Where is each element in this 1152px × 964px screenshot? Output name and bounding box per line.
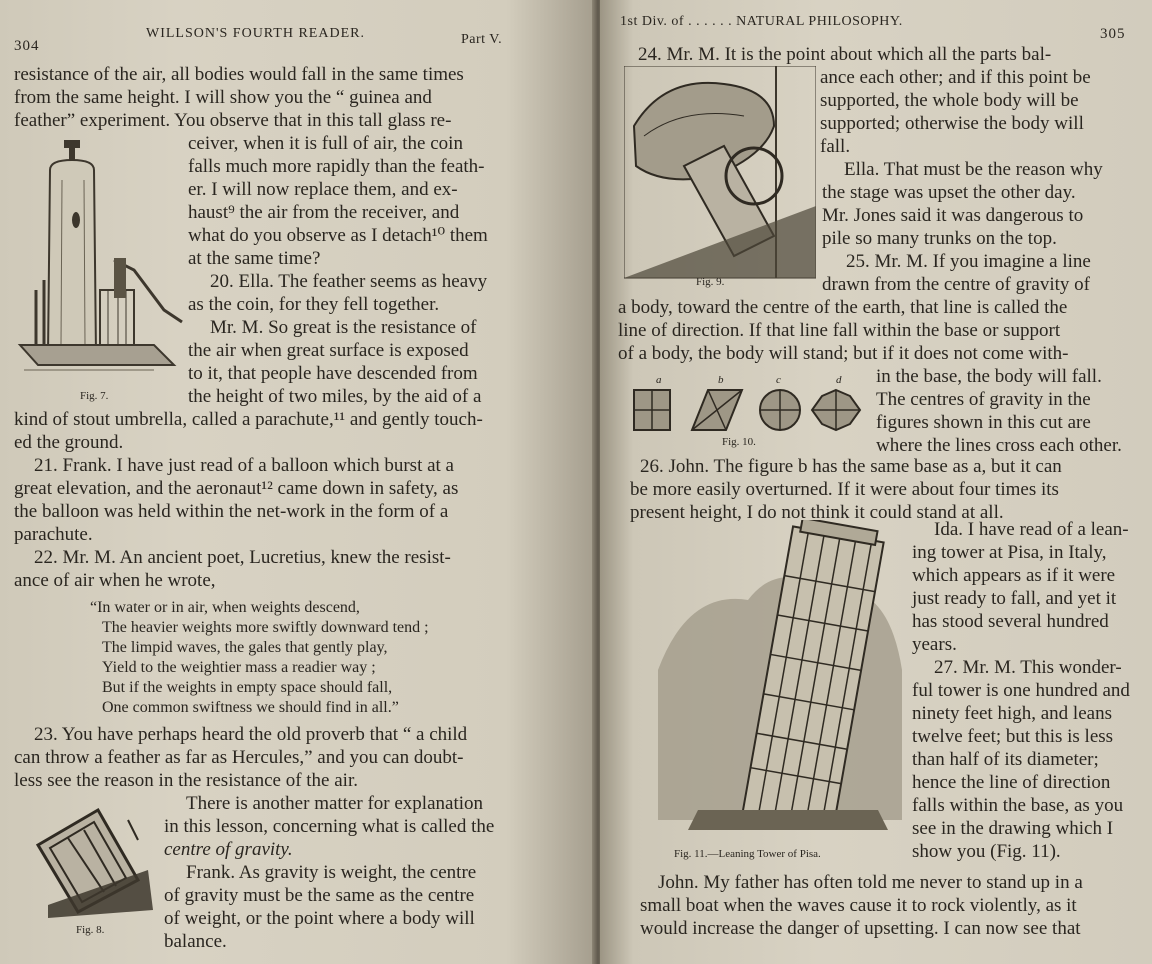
running-head: WILLSON'S FOURTH READER. xyxy=(146,26,365,41)
page-number: 305 xyxy=(1100,26,1126,42)
text-line: than half of its diameter; xyxy=(912,749,1099,770)
text-line: ed the ground. xyxy=(14,432,124,453)
text-line: 26. John. The figure b has the same base as a, but it can xyxy=(640,456,1062,477)
poem-line: “In water or in air, when weights descend, xyxy=(90,599,360,616)
fig11-leaning-tower-illustration xyxy=(658,520,906,846)
text-line: can throw a feather as far as Hercules,” and you can doubt- xyxy=(14,747,464,768)
text-line: years. xyxy=(912,634,957,655)
fig8-tipped-box-illustration xyxy=(28,800,158,920)
text-line: resistance of the air, all bodies would fall in the same times xyxy=(14,64,464,85)
text-line: 27. Mr. M. This wonder- xyxy=(934,657,1122,678)
text-line: to it, that people have descended from xyxy=(188,363,478,384)
text-line: twelve feet; but this is less xyxy=(912,726,1114,747)
text-line: the height of two miles, by the aid of a xyxy=(188,386,482,407)
text-line: of weight, or the point where a body will xyxy=(164,908,475,929)
text-line: feather” experiment. You observe that in this tall glass re- xyxy=(14,110,452,131)
poem-line: But if the weights in empty space should fall, xyxy=(102,679,393,696)
text-line: ing tower at Pisa, in Italy, xyxy=(912,542,1107,563)
text-line: The centres of gravity in the xyxy=(876,389,1091,410)
text-line: ninety feet high, and leans xyxy=(912,703,1112,724)
fig10-base-shapes-illustration xyxy=(630,372,870,434)
poem-line: The heavier weights more swiftly downward tend ; xyxy=(102,619,429,636)
text-line: has stood several hundred xyxy=(912,611,1109,632)
text-line: the stage was upset the other day. xyxy=(822,182,1076,203)
text-line: what do you observe as I detach¹⁰ them xyxy=(188,225,488,246)
text-line: ance each other; and if this point be xyxy=(820,67,1091,88)
text-line: just ready to fall, and yet it xyxy=(912,588,1117,609)
page-number: 304 xyxy=(14,38,40,54)
text-line: Mr. Jones said it was dangerous to xyxy=(822,205,1084,226)
text-line: the air when great surface is exposed xyxy=(188,340,469,361)
text-line: in the base, the body will fall. xyxy=(876,366,1102,387)
text-line: balance. xyxy=(164,931,227,952)
poem-line: Yield to the weightier mass a readier way ; xyxy=(102,659,376,676)
text-line: 23. You have perhaps heard the old proverb that “ a child xyxy=(34,724,468,745)
text-line: of a body, the body will stand; but if it does not come with- xyxy=(618,343,1069,364)
text-line: small boat when the waves cause it to rock violently, as it xyxy=(640,895,1077,916)
text-line: parachute. xyxy=(14,524,93,545)
text-line: er. I will now replace them, and ex- xyxy=(188,179,458,200)
text-line: figures shown in this cut are xyxy=(876,412,1091,433)
text-line: present height, I do not think it could stand at all. xyxy=(630,502,1004,523)
text-line: of gravity must be the same as the centre xyxy=(164,885,475,906)
fig7-air-pump-illustration xyxy=(14,140,186,388)
text-line: where the lines cross each other. xyxy=(876,435,1122,456)
text-line: see in the drawing which I xyxy=(912,818,1114,839)
text-line: the balloon was held within the net-work in the form of a xyxy=(14,501,449,522)
text-line: Ida. I have read of a lean- xyxy=(934,519,1129,540)
text-line: in this lesson, concerning what is called the xyxy=(164,816,495,837)
text-line: centre of gravity. xyxy=(164,839,293,860)
fig10-label-b: b xyxy=(718,374,724,386)
text-line: haust⁹ the air from the receiver, and xyxy=(188,202,460,223)
text-line: less see the reason in the resistance of the air. xyxy=(14,770,358,791)
fig10-caption: Fig. 10. xyxy=(722,436,756,448)
text-line: hence the line of direction xyxy=(912,772,1111,793)
text-line: 24. Mr. M. It is the point about which all the parts bal- xyxy=(638,44,1052,65)
fig11-caption: Fig. 11.—Leaning Tower of Pisa. xyxy=(674,848,821,860)
fig10-label-d: d xyxy=(836,374,842,386)
text-line: ful tower is one hundred and xyxy=(912,680,1130,701)
poem-line: The limpid waves, the gales that gently play, xyxy=(102,639,388,656)
text-line: Ella. That must be the reason why xyxy=(844,159,1103,180)
fig10-label-c: c xyxy=(776,374,781,386)
text-line: There is another matter for explanation xyxy=(186,793,484,814)
text-line: ceiver, when it is full of air, the coin xyxy=(188,133,463,154)
fig8-caption: Fig. 8. xyxy=(76,924,105,936)
text-line: 20. Ella. The feather seems as heavy xyxy=(210,271,488,292)
right-page xyxy=(600,0,1152,964)
text-line: at the same time? xyxy=(188,248,321,269)
text-line: falls within the base, as you xyxy=(912,795,1124,816)
text-line: as the coin, for they fell together. xyxy=(188,294,440,315)
text-line: kind of stout umbrella, called a parachute,¹¹ and gently touch- xyxy=(14,409,483,430)
fig9-caption: Fig. 9. xyxy=(696,276,725,288)
text-line: John. My father has often told me never to stand up in a xyxy=(658,872,1083,893)
text-line: Frank. As gravity is weight, the centre xyxy=(186,862,477,883)
text-line: falls much more rapidly than the feath- xyxy=(188,156,485,177)
text-line: supported, the whole body will be xyxy=(820,90,1079,111)
text-line: a body, toward the centre of the earth, that line is called the xyxy=(618,297,1068,318)
text-line: show you (Fig. 11). xyxy=(912,841,1061,862)
part-label: Part V. xyxy=(461,32,503,47)
text-line: 21. Frank. I have just read of a balloon which burst at a xyxy=(34,455,454,476)
fig7-caption: Fig. 7. xyxy=(80,390,109,402)
text-line: ance of air when he wrote, xyxy=(14,570,216,591)
text-line: Mr. M. So great is the resistance of xyxy=(210,317,477,338)
running-head: 1st Div. of . . . . . . NATURAL PHILOSOPHY. xyxy=(620,14,903,29)
fig10-label-a: a xyxy=(656,374,662,386)
text-line: 25. Mr. M. If you imagine a line xyxy=(846,251,1091,272)
poem-line: One common swiftness we should find in all.” xyxy=(102,699,399,716)
text-line: drawn from the centre of gravity of xyxy=(822,274,1091,295)
text-line: would increase the danger of upsetting. I can now see that xyxy=(640,918,1081,939)
text-line: line of direction. If that line fall within the base or support xyxy=(618,320,1061,341)
text-line: great elevation, and the aeronaut¹² came down in safety, as xyxy=(14,478,459,499)
text-line: fall. xyxy=(820,136,851,157)
fig9-stagecoach-illustration xyxy=(624,66,816,284)
text-line: pile so many trunks on the top. xyxy=(822,228,1057,249)
text-line: be more easily overturned. If it were about four times its xyxy=(630,479,1059,500)
text-line: from the same height. I will show you the “ guinea and xyxy=(14,87,432,108)
text-line: which appears as if it were xyxy=(912,565,1116,586)
text-line: 22. Mr. M. An ancient poet, Lucretius, knew the resist- xyxy=(34,547,451,568)
text-line: supported; otherwise the body will xyxy=(820,113,1084,134)
